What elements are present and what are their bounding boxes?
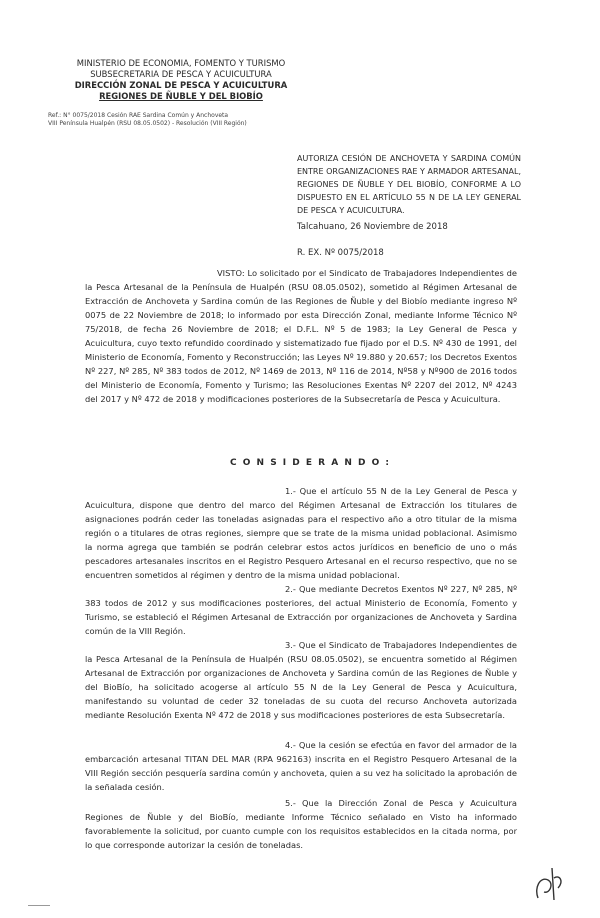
footer-rule	[28, 905, 50, 906]
considerando-1: 1.- Que el artículo 55 N de la Ley General de Pesca y Acuicultura, dispone que dentro del marco del Régimen Artesanal de Extracción los titulares de asignaciones podrán ceder las toneladas asignadas para el respectivo año a otro titular de la misma región o a titulares de otras regiones, siempre que se trate de la misma unidad poblacional. Asimismo la norma agrega que también se podrán celebrar estos actos jurídicos en beneficio de uno o más pescadores artesanales inscritos en el Registro Pesquero Artesanal en el recurso respectivo, que no se encuentren sometidos al régimen y dentro de la misma unidad poblacional.	[85, 486, 517, 580]
ministry-line: MINISTERIO DE ECONOMIA, FOMENTO Y TURISMO	[76, 58, 286, 68]
document-date: Talcahuano, 26 Noviembre de 2018	[297, 222, 448, 232]
considerando-heading: C O N S I D E R A N D O :	[230, 458, 391, 468]
initials-signature	[530, 858, 570, 908]
directorate-line: DIRECCIÓN ZONAL DE PESCA Y ACUICULTURA	[74, 80, 288, 90]
resolution-subject: AUTORIZA CESIÓN DE ANCHOVETA Y SARDINA COMÚN ENTRE ORGANIZACIONES RAE Y ARMADOR ARTESANAL, REGIONES DE ÑUBLE Y DEL BIOBÍO, CONFORME A LO DISPUESTO EN EL ARTÍCULO 55 N DE LA LEY GENERAL DE PESCA Y ACUICULTURA.	[297, 154, 521, 215]
regions-line: REGIONES DE ÑUBLE Y DEL BIOBÍO	[99, 91, 263, 101]
letterhead	[56, 58, 306, 102]
considerando-2: 2.- Que mediante Decretos Exentos Nº 227, Nº 285, Nº 383 todos de 2012 y sus modificaciones posteriores, del actual Ministerio de Economía, Fomento y Turismo, se estableció el Régimen Artesanal de Extracción por organizaciones de Anchoveta y Sardina común de la VIII Región.	[85, 584, 517, 636]
resolution-number: R. EX. Nº 0075/2018	[297, 248, 384, 258]
considerando-3: 3.- Que el Sindicato de Trabajadores Independientes de la Pesca Artesanal de la Península de Hualpén (RSU 08.05.0502), se encuentra sometido al Régimen Artesanal de Extracción por organizaciones de Anchoveta y Sardina común de las Regiones de Ñuble y del BioBío, ha solicitado acogerse al artículo 55 N de la Ley General de Pesca y Acuicultura, manifestando su voluntad de ceder 32 toneladas de su cuota del recurso Anchoveta autorizada mediante Resolución Exenta Nº 472 de 2018 y sus modificaciones posteriores de esta Subsecretaría.	[85, 640, 517, 720]
considerando-5: 5.- Que la Dirección Zonal de Pesca y Acuicultura Regiones de Ñuble y del BioBío, mediante Informe Técnico señalado en Visto ha informado favorablemente la solicitud, por cuanto cumple con los requisitos establecidos en la citada norma, por lo que corresponde autorizar la cesión de toneladas.	[85, 798, 517, 850]
visto-text: Lo solicitado por el Sindicato de Trabajadores Independientes de la Pesca Artesanal de la Península de Hualpén (RSU 08.05.0502), sometido al Régimen Artesanal de Extracción de Anchoveta y Sardina común de las Regiones de Ñuble y del Biobío mediante ingreso Nº 0075 de 22 Noviembre de 2018; lo informado por esta Dirección Zonal, mediante Informe Técnico Nº 75/2018, de fecha 26 Noviembre de 2018; el D.F.L. Nº 5 de 1983; la Ley General de Pesca y Acuicultura, cuyo texto refundido coordinado y sistematizado fue fijado por el D.S. Nº 430 de 1991, del Ministerio de Economía, Fomento y Reconstrucción; las Leyes Nº 19.880 y 20.657; los Decretos Exentos Nº 227, Nº 285, Nº 383 todos de 2012, Nº 1469 de 2013, Nº 116 de 2014, Nº58 y Nº900 de 2016 todos del Ministerio de Economía, Fomento y Turismo; las Resoluciones Exentas Nº 2207 del 2012, Nº 4243 del 2017 y Nº 472 de 2018 y modificaciones posteriores de la Subsecretaría de Pesca y Acuicultura.	[85, 268, 517, 404]
reference-line-2: VIII Península Hualpén (RSU 08.05.0502) - Resolución (VIII Región)	[48, 120, 247, 127]
reference-block	[48, 112, 318, 128]
undersecretariat-line: SUBSECRETARIA DE PESCA Y ACUICULTURA	[90, 69, 272, 79]
considerando-4: 4.- Que la cesión se efectúa en favor del armador de la embarcación artesanal TITAN DEL MAR (RPA 962163) inscrita en el Registro Pesquero Artesanal de la VIII Región sección pesquería sardina común y anchoveta, quien a su vez ha solicitado la aprobación de la señalada cesión.	[85, 740, 517, 792]
visto-paragraph: VISTO: Lo solicitado por el Sindicato de Trabajadores Independientes de la Pesca Artesanal de la Península de Hualpén (RSU 08.05.0502), sometido al Régimen Artesanal de Extracción de Anchoveta y Sardina común de las Regiones de Ñuble y del Biobío mediante ingreso Nº 0075 de 22 Noviembre de 2018; lo informado por esta Dirección Zonal, mediante Informe Técnico Nº 75/2018, de fecha 26 Noviembre de 2018; el D.F.L. Nº 5 de 1983; la Ley General de Pesca y Acuicultura, cuyo texto refundido coordinado y sistematizado fue fijado por el D.S. Nº 430 de 1991, del Ministerio de Economía, Fomento y Reconstrucción; las Leyes Nº 19.880 y 20.657; los Decretos Exentos Nº 227, Nº 285, Nº 383 todos de 2012, Nº 1469 de 2013, Nº 116 de 2014, Nº58 y Nº900 de 2016 todos del Ministerio de Economía, Fomento y Turismo; las Resoluciones Exentas Nº 2207 del 2012, Nº 4243 del 2017 y Nº 472 de 2018 y modificaciones posteriores de la Subsecretaría de Pesca y Acuicultura.	[85, 268, 517, 404]
reference-line-1: Ref.: N° 0075/2018 Cesión RAE Sardina Común y Anchoveta	[48, 112, 229, 119]
visto-lead: VISTO	[217, 268, 242, 278]
